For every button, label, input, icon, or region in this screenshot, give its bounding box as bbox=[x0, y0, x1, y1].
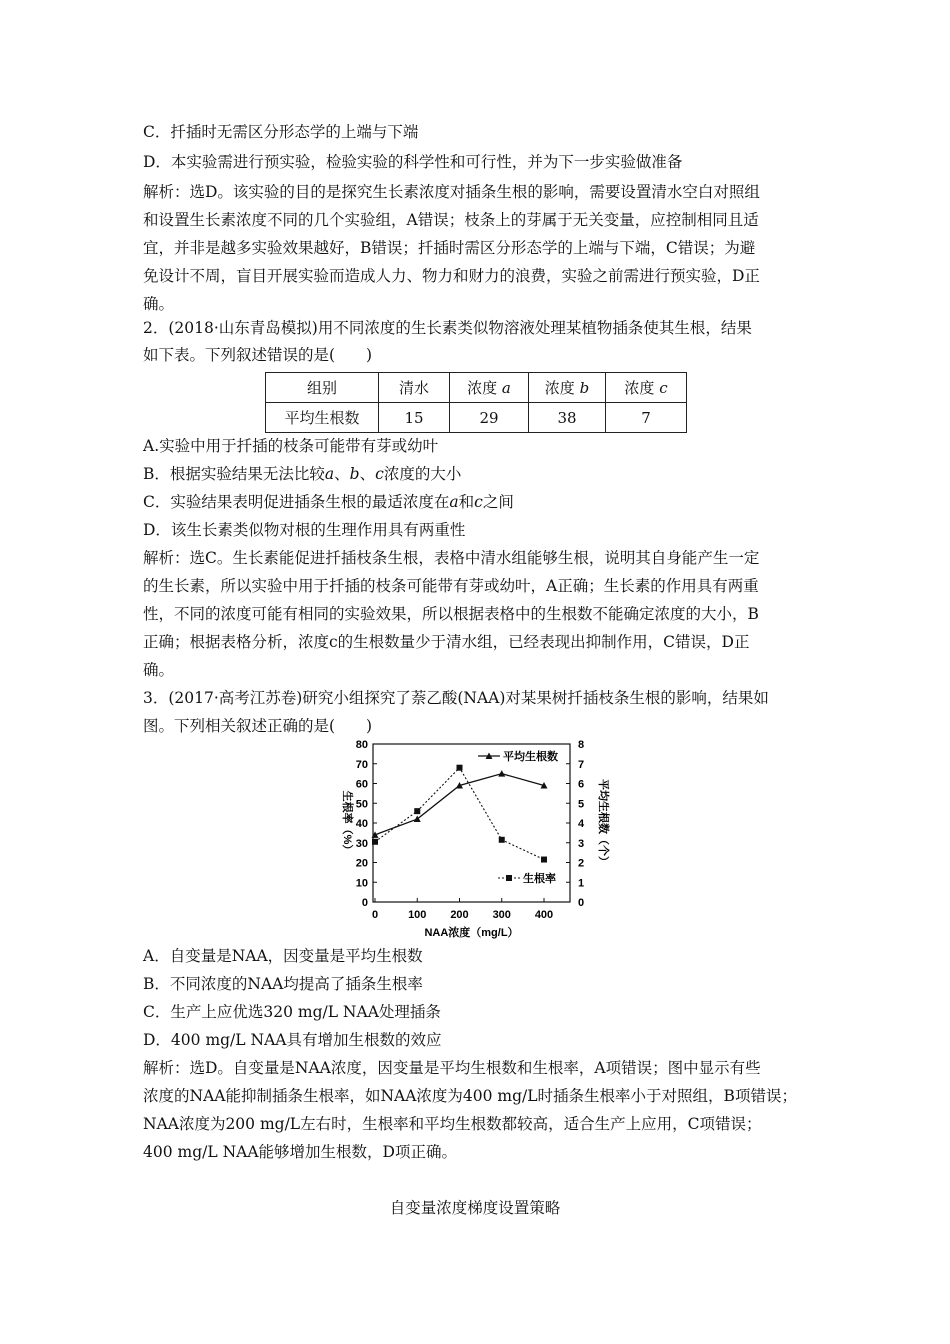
q1-option-d: D．本实验需进行预实验，检验实验的科学性和可行性，并为下一步实验做准备 bbox=[143, 153, 683, 171]
right-tick-label: 4 bbox=[578, 818, 585, 830]
table-header-cell: 浓度 b bbox=[529, 373, 606, 403]
table-header-cell: 浓度 c bbox=[606, 373, 687, 403]
q2-option-b: B．根据实验结果无法比较a、b、c浓度的大小 bbox=[143, 465, 462, 483]
legend-label-mean-roots: 平均生根数 bbox=[503, 751, 558, 763]
section-title: 自变量浓度梯度设置策略 bbox=[389, 1199, 561, 1217]
right-tick-label: 6 bbox=[578, 778, 585, 791]
q1-analysis-line: 免设计不周，盲目开展实验而造成人力、物力和财力的浪费，实验之前需进行预实验，D正 bbox=[143, 267, 760, 285]
table-cell: 38 bbox=[529, 403, 606, 433]
left-axis-title: 生根率（%） bbox=[341, 790, 353, 856]
q2-option-a: A.实验中用于扦插的枝条可能带有芽或幼叶 bbox=[143, 437, 439, 455]
left-tick-label: 40 bbox=[355, 818, 368, 830]
q2-option-d: D．该生长素类似物对根的生理作用具有两重性 bbox=[143, 521, 466, 539]
q3-analysis-line: NAA浓度为200 mg/L左右时，生根率和平均生根数都较高，适合生产上应用，C项错误； bbox=[143, 1115, 762, 1133]
table-header-row bbox=[266, 373, 687, 403]
left-tick-label: 20 bbox=[355, 857, 368, 870]
q1-analysis-line: 宜，并非是越多实验效果越好，B错误；扦插时需区分形态学的上端与下端，C错误；为避 bbox=[143, 239, 756, 257]
x-tick-label: 0 bbox=[371, 909, 379, 921]
q3-option-a: A．自变量是NAA，因变量是平均生根数 bbox=[143, 947, 423, 965]
series-line-rooting-rate bbox=[375, 768, 544, 860]
q2-analysis-line: 确。 bbox=[143, 661, 175, 679]
legend-square-marker bbox=[506, 875, 512, 881]
q1-analysis-line: 解析：选D。该实验的目的是探究生长素浓度对插条生根的影响，需要设置清水空白对照组 bbox=[143, 183, 760, 201]
left-tick-label: 70 bbox=[355, 758, 368, 771]
left-tick-label: 60 bbox=[355, 778, 368, 791]
x-tick-label: 300 bbox=[492, 909, 511, 921]
q2-stem-line: 如下表。下列叙述错误的是( ) bbox=[143, 346, 373, 364]
x-tick-label: 400 bbox=[534, 909, 554, 921]
q3-option-b: B．不同浓度的NAA均提高了插条生根率 bbox=[143, 975, 423, 993]
q2-data-table bbox=[265, 372, 687, 433]
x-axis-title: NAA浓度（mg/L） bbox=[424, 927, 519, 939]
q2-analysis-line: 正确；根据表格分析，浓度c的生根数量少于清水组，已经表现出抑制作用，C错误，D正 bbox=[143, 633, 750, 651]
naa-rooting-chart bbox=[330, 736, 620, 942]
square-point bbox=[541, 857, 547, 863]
triangle-point bbox=[498, 770, 505, 777]
square-point bbox=[414, 808, 420, 814]
q2-analysis-line: 的生长素，所以实验中用于扦插的枝条可能带有芽或幼叶，A正确；生长素的作用具有两重 bbox=[143, 577, 759, 595]
right-tick-label: 7 bbox=[578, 758, 585, 771]
table-cell: 7 bbox=[606, 403, 687, 433]
right-tick-label: 8 bbox=[578, 739, 585, 751]
table-cell: 15 bbox=[379, 403, 450, 433]
square-point bbox=[499, 837, 505, 843]
table-header-cell: 浓度 a bbox=[450, 373, 529, 403]
right-tick-label: 1 bbox=[578, 877, 585, 890]
right-tick-label: 5 bbox=[578, 798, 585, 811]
q2-stem-line: 2．(2018·山东青岛模拟)用不同浓度的生长素类似物溶液处理某植物插条使其生根，结果 bbox=[143, 319, 752, 337]
square-point bbox=[372, 839, 378, 845]
legend-label-rooting-rate: 生根率 bbox=[523, 873, 556, 885]
left-tick-label: 0 bbox=[361, 897, 368, 909]
q1-analysis-line: 和设置生长素浓度不同的几个实验组，A错误；枝条上的芽属于无关变量，应控制相同且适 bbox=[143, 211, 759, 229]
x-tick-label: 200 bbox=[450, 909, 469, 921]
left-tick-label: 80 bbox=[355, 739, 368, 751]
left-tick-label: 50 bbox=[355, 798, 368, 811]
x-tick-label: 100 bbox=[408, 909, 427, 921]
table-header-cell: 组别 bbox=[266, 373, 379, 403]
right-tick-label: 3 bbox=[578, 837, 585, 850]
square-point bbox=[457, 765, 463, 771]
table-row-label: 平均生根数 bbox=[266, 403, 379, 433]
right-tick-label: 0 bbox=[578, 897, 585, 909]
table-cell: 29 bbox=[450, 403, 529, 433]
q3-option-c: C．生产上应优选320 mg/L NAA处理插条 bbox=[143, 1003, 441, 1021]
q3-stem-line: 图。下列相关叙述正确的是( ) bbox=[143, 717, 373, 735]
q1-option-c: C．扦插时无需区分形态学的上端与下端 bbox=[143, 123, 419, 141]
right-axis-title: 平均生根数（个） bbox=[597, 779, 609, 867]
q3-analysis-line: 浓度的NAA能抑制插条生根率，如NAA浓度为400 mg/L时插条生根率小于对照组，B项错误； bbox=[143, 1087, 797, 1105]
left-tick-label: 10 bbox=[355, 877, 368, 890]
q3-option-d: D．400 mg/L NAA具有增加生根数的效应 bbox=[143, 1031, 442, 1049]
q3-analysis-line: 解析：选D。自变量是NAA浓度，因变量是平均生根数和生根率，A项错误；图中显示有些 bbox=[143, 1059, 761, 1077]
q2-analysis-line: 性，不同的浓度可能有相同的实验效果，所以根据表格中的生根数不能确定浓度的大小，B bbox=[143, 605, 759, 623]
q2-option-c: C．实验结果表明促进插条生根的最适浓度在a和c之间 bbox=[143, 493, 514, 511]
table-header-cell: 清水 bbox=[379, 373, 450, 403]
left-tick-label: 30 bbox=[355, 837, 368, 850]
q2-analysis-line: 解析：选C。生长素能促进扦插枝条生根，表格中清水组能够生根，说明其自身能产生一定 bbox=[143, 549, 760, 567]
right-tick-label: 2 bbox=[578, 857, 585, 870]
q1-analysis-line: 确。 bbox=[143, 295, 175, 313]
q3-analysis-line: 400 mg/L NAA能够增加生根数，D项正确。 bbox=[143, 1143, 457, 1161]
q3-stem-line: 3．(2017·高考江苏卷)研究小组探究了萘乙酸(NAA)对某果树扦插枝条生根的影响，结果如 bbox=[143, 689, 769, 707]
table-row bbox=[266, 403, 687, 433]
